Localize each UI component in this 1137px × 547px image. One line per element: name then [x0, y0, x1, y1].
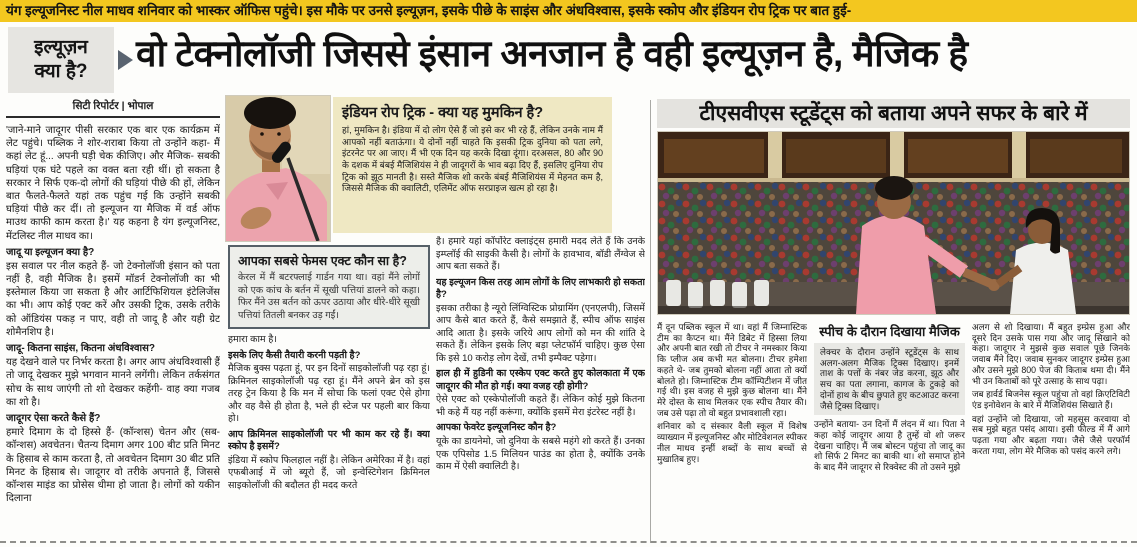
speaker-photo-illustration [226, 96, 330, 241]
magic-heading: स्पीच के दौरान दिखाया मैजिक [819, 324, 960, 339]
bottom-rule [0, 541, 1137, 543]
article-paragraph: 'जाने-माने जादूगर पीसी सरकार एक बार एक कार्यक्रम में लेट पहुंचे। पब्लिक ने शोर-शराबा किया तो उन्होंने कहा- मैं कहां लेट हूं... अपनी घड़ी चेक कीजिए। और मैजिक- सबकी घड़ियां एक घंटे पहले का वक्त बता रही थीं। हो सकता है सरकार ने सिर्फ एक-दो लोगों की घड़ियां पीछे की हों, लेकिन बात फैलते-फैलते यहां तक पहुंच गई कि उन्होंने सबकी घड़ियां पीछे कर दीं। तो इल्यूजन या मैजिक में वर्ड ऑफ माउथ काफी काम करता है।' यह कहना है यंग इल्यूजनिस्ट, मेंटलिस्ट नील माधव का। [6, 125, 220, 242]
section-divider [650, 100, 651, 543]
rope-trick-body: हां, मुमकिन है। इंडिया में दो लोग ऐसे हैं जो इसे कर भी रहे हैं, लेकिन उनके नाम मैं आपको नहीं बताऊंगा। ये दोनों नहीं चाहते कि इसकी ट्रिक दुनिया को पता लगे, इंटरनेट पर आ जाए। मैं भी एक दिन यह करके दिखा दूंगा। दरअसल, 80 और 90 के दशक में बंबई मैजिशियंस ने ही जादूगरों के भाव बढ़ा दिए हैं, इसलिए दुनिया रोप ट्रिक को झूठ मानती है। सस्ते मैजिक शो करके बंबई मैजिशियंस में मेहनत कम है, जिससे मैजिक की क्वालिटी, एलिमेंट ऑफ सरप्राइज खत्म हो रहा है। [342, 125, 603, 194]
famous-act-body: केरल में मैं बटरफ्लाई गार्डन गया था। वहां मैंने लोगों को एक कांच के बर्तन में सूखी पत्तियां डालने को कहा। फिर मैंने उस बर्तन को ऊपर उठाया और धीरे-धीरे सूखी पत्तियां तितली बनकर उड़ गईं। [238, 272, 420, 321]
tsvs-column-2 [814, 322, 965, 543]
rope-trick-box [333, 97, 612, 233]
hair [244, 97, 296, 129]
famous-act-box [228, 245, 430, 329]
pointer-icon [118, 50, 133, 70]
question-subhead: जादू- कितना साइंस, कितना अंधविश्वास? [6, 343, 155, 354]
question-subhead: इसके लिए कैसी तैयारी करनी पड़ती है? [228, 349, 361, 361]
article-paragraph: जब हार्वर्ड बिजनेस स्कूल पहुंचा तो वहां क्रिएटिविटी एंड इनोवेशन के बारे में मैजिशियंस सिखाते हैं। [972, 389, 1130, 411]
question-subhead: जादूगर ऐसा करते कैसे हैं? [6, 412, 101, 424]
article-paragraph: शनिवार को द संस्कार वैली स्कूल में विशेष व्याख्यान में इल्यूजनिस्ट और मोटिवेशनल स्पीकर नील माधव इन्हीं शब्दों के साथ बच्चों से मुखातिब हुए। [657, 421, 807, 464]
byline-text: सिटी रिपोर्टर | भोपाल [72, 100, 154, 112]
article-paragraph: यह देखने वाले पर निर्भर करता है। अगर आप अंधविश्वासी हैं तो जादू देखकर मुझे भगवान मानने लगेंगी। लेकिन तर्कसंगत सोच के साथ जाएंगी तो शो देखकर कहेंगी- वाह क्या गजब का शो है। [6, 357, 220, 408]
rope-trick-heading: इंडियन रोप ट्रिक - क्या यह मुमकिन है? [342, 105, 544, 121]
kicker-box [8, 27, 114, 93]
left-article-column [6, 99, 220, 543]
question-subhead: यह इल्यूजन किस तरह आम लोगों के लिए लाभकारी हो सकता है? [436, 276, 645, 301]
article-paragraph: मैं दून पब्लिक स्कूल में था। वहां मैं जिम्नास्टिक टीम का कैप्टन था। मैंने डिबेट में हिस्सा लिया और अपनी बात रखी तो टीचर ने नमस्कार किया कि प्लीज अब कभी मत बोलना। टीचर हमेशा कहते थे- जब तुमको बोलना नहीं आता तो क्यों बोलते हो। जिम्नास्टिक टीम कॉम्पिटीशन में जीत गई थी। इस वजह से मुझे कुछ बोलना था। मैंने मेरे दोस्त के साथ मिलकर एक स्पीच तैयार की। जब उसे पढ़ा तो वो बहुत प्रभावशाली रहा। [657, 322, 807, 418]
audience-photo-illustration [658, 132, 1129, 314]
tsvs-column-3 [972, 322, 1130, 543]
article-paragraph: इंडिया में स्कोप फिलहाल नहीं है। लेकिन अमेरिका में है। वहां एफबीआई में जो ब्यूरो हैं, जो इन्वेस्टिगेशन क्रिमिनल साइकोलॉजी की बदौलत ही मदद करते [228, 454, 430, 491]
question-subhead: आप क्रिमिनल साइकोलॉजी पर भी काम कर रहे हैं। क्या स्कोप है इसमें? [228, 428, 430, 453]
tsvs-column-1 [657, 322, 807, 543]
tsvs-headline: टीएसवीएस स्टूडेंट्स को बताया अपने सफर के बारे में [657, 99, 1130, 128]
article-paragraph: मैजिक बुक्स पढ़ता हूं, पर इन दिनों साइकोलॉजी पढ़ रहा हूं। क्रिमिनल साइकोलॉजी पढ़ रहा हूं। मैंने अपने ब्रेन को इस तरह ट्रेन किया है कि मन में सोचा कि फलां एक्ट ऐसे होगा और वह वैसे ही होता है, भले ही स्टेज पर पहली बार किया हो। [228, 363, 430, 425]
page-title: वो टेक्नोलॉजी जिससे इंसान अनजान है वही इल्यूज़न है, मैजिक है [136, 33, 968, 74]
kicker-line1: इल्यूज़न [34, 37, 88, 59]
article-paragraph: वहां उन्होंने जो दिखाया, जो महसूस करवाया वो सब मुझे बहुत पसंद आया। इसी फील्ड में मैं आगे पढ़ता गया और बढ़ता गया। जैसे जैसे परफॉर्म करता गया, लोग मेरे मैजिक को पसंद करने लगे। [972, 413, 1130, 456]
article-paragraph: हमारा काम है। [228, 334, 277, 346]
article-paragraph: इस सवाल पर नील कहते हैं- जो टेक्नोलॉजी इंसान को पता नहीं है, वही मैजिक है। इसमें मॉडर्न टेक्नोलॉजी का भी इस्तेमाल किया जा सकता है और आर्टिफिशियल इंटेलिजेंस का भी। आप कोई एक्ट करें और उसकी ट्रिक, उसके तरीके को ऑडियंस पकड़ न पाए, वही तो जादू है और यही ग्रेट शोमैनशिप है। [6, 260, 220, 338]
kicker-line2: क्या है? [34, 61, 88, 82]
magic-box-body: लेक्चर के दौरान उन्होंने स्टूडेंट्स के साथ अलग-अलग मैजिक ट्रिक्स दिखाए। इनमें ताश के पत्तों के नंबर जेड करना, झूठ और सच का पता लगाना, कागज के टुकड़े को दोनों हाथ के बीच छुपाते हुए कटआउट करना जैसे ट्रिक्स दिखाए। [820, 347, 959, 411]
article-paragraph: यूके का डायनेमो, जो दुनिया के सबसे महंगे शो करते हैं। उनका एक एपिसोड 1.5 मिलियन पाउंड का होता है, क्योंकि उनके काम में ऐसी क्वालिटी है। [436, 435, 645, 473]
byline [6, 99, 220, 113]
article-paragraph: अलग से शो दिखाया। मैं बहुत इम्प्रेस हुआ और दूसरे दिन उसके पास गया और जादू सिखाने को कहा। जादूगर ने मुझसे कुछ सवाल पूछे जिनके जवाब मैंने दिए। जवाब सुनकर जादूगर इम्प्रेस हुआ और उसने मुझे 800 पेज की किताब थमा दी। मैंने भी उन किताबों को पूरे उत्साह के साथ पढ़ा। [972, 322, 1130, 386]
article-paragraph: ऐसे एक्ट को एस्केपोलॉजी कहते हैं। लेकिन कोई मुझे कितना भी कहे मैं यह नहीं करूंगा, क्योंकि इसमें मेरा इंटरेस्ट नहीं है। [436, 394, 645, 418]
famous-act-heading: आपका सबसे फेमस एक्ट कौन सा है? [238, 254, 407, 268]
question-subhead: आपका फेवरेट इल्यूजनिस्ट कौन है? [436, 422, 557, 434]
question-subhead: जादू या इल्यूजन क्या है? [6, 246, 95, 258]
byline-rule [6, 116, 220, 118]
magic-tricks-box [814, 343, 965, 415]
top-strip: यंग इल्यूजनिस्ट नील माधव शनिवार को भास्कर ऑफिस पहुंचे। इस मौके पर उनसे इल्यूज़न, इसके पीछे के साइंस और अंधविश्वास, इसके स्कोप और इंडियन रोप ट्रिक पर बात हुई- [0, 0, 1137, 22]
qa-column-1 [228, 245, 430, 543]
qa-column-2 [436, 236, 645, 543]
article-paragraph: है। हमारे यहां कॉर्पोरेट क्लाइंट्स हमारी मदद लेते हैं कि उनके इम्प्लॉई की साइकी कैसी है। लोगों के हावभाव, बॉडी लैंग्वेज से आप बता सकते हैं। [436, 236, 645, 273]
question-subhead: हाल ही में हुडिनी का एस्केप एक्ट करते हुए कोलकाता में एक जादूगर की मौत हो गई। क्या वजह रही होगी? [436, 368, 645, 392]
audience-photo [657, 131, 1130, 315]
speaker-photo [225, 95, 331, 242]
article-paragraph: उन्होंने बताया- उन दिनों मैं लंदन में था। पिता ने कहा कोई जादूगर आया है तुम्हें वो शो जरूर देखना चाहिए। मैं जब बोस्टन पहुंचा तो जादू का शो सिर्फ 2 मिनट का बाकी था। शो समाप्त होने के बाद मैंने जादूगर से रिक्वेस्ट की तो उसने मुझे [814, 419, 965, 473]
article-paragraph: हमारे दिमाग के दो हिस्से हैं- (कॉन्शस) चेतन और (सब-कॉन्शस) अवचेतन। चैतन्य दिमाग अगर 100 बीट प्रति मिनट के हिसाब से काम करता है, तो अवचेतन दिमाग 30 बीट प्रति मिनट के हिसाब से। जादूगर वो तरीके अपनाते हैं, जिससे कॉन्शस माइंड का प्रोसेस धीमा हो जाता है। लोगों को यकीन दिलाना [6, 427, 220, 505]
article-paragraph: इसका तरीका है न्यूरो लिंग्विस्टिक प्रोग्रामिंग (एनएलपी), जिसमें आप कैसे बात करते हैं, कैसे समझाते हैं, स्पीच ऑफ साइंस आदि आता है। इसके जरिये आप लोगों को मन की शांति दे सकते हैं। लेकिन इसके लिए बड़ा प्लेटफॉर्म चाहिए। कुछ ऐसा कि इसे 10 करोड़ लोग देखें, तभी इम्पैक्ट पड़ेगा। [436, 302, 645, 364]
